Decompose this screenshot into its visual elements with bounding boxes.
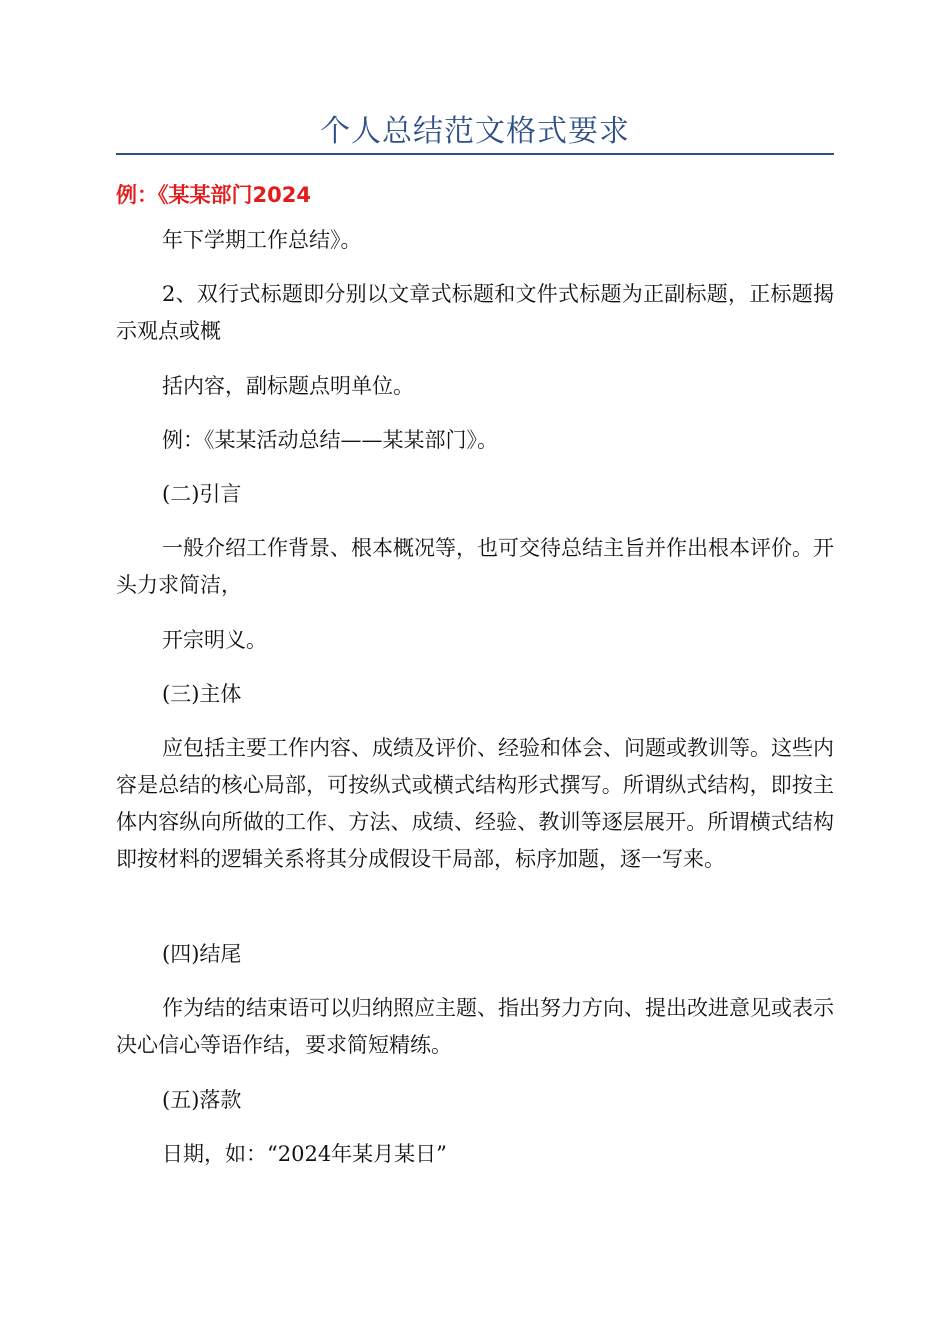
title-underline [116,153,834,155]
document-title: 个人总结范文格式要求 [320,114,630,149]
paragraph-date: 日期，如：“2024年某月某日” [162,1142,447,1166]
example-heading: 例：《某某部门2024 [116,183,311,207]
paragraph-subtitle-note: 括内容，副标题点明单位。 [162,374,414,398]
paragraph-introduction: 一般介绍工作背景、根本概况等，也可交待总结主旨并作出根本评价。开头力求简洁， [116,536,834,597]
section-heading-body: (三)主体 [162,682,242,706]
paragraph-title-example-cont: 年下学期工作总结》。 [162,228,362,252]
paragraph-ending: 作为结的结束语可以归纳照应主题、指出努力方向、提出改进意见或表示决心信心等语作结，要求简短精练。 [116,996,834,1057]
section-heading-ending: (四)结尾 [162,942,242,966]
paragraph-double-line-title: 2、双行式标题即分别以文章式标题和文件式标题为正副标题，正标题揭示观点或概 [116,282,834,343]
section-heading-introduction: (二)引言 [162,482,242,506]
paragraph-activity-example: 例：《某某活动总结——某某部门》。 [162,428,498,452]
paragraph-introduction-cont: 开宗明义。 [162,628,267,652]
paragraph-body: 应包括主要工作内容、成绩及评价、经验和体会、问题或教训等。这些内容是总结的核心局部，可按纵式或横式结构形式撰写。所谓纵式结构，即按主体内容纵向所做的工作、方法、成绩、经验、教训等逐层展开。所谓横式结构即按材料的逻辑关系将其分成假设干局部，标序加题，逐一写来。 [116,736,834,871]
section-heading-signature: (五)落款 [162,1088,242,1112]
